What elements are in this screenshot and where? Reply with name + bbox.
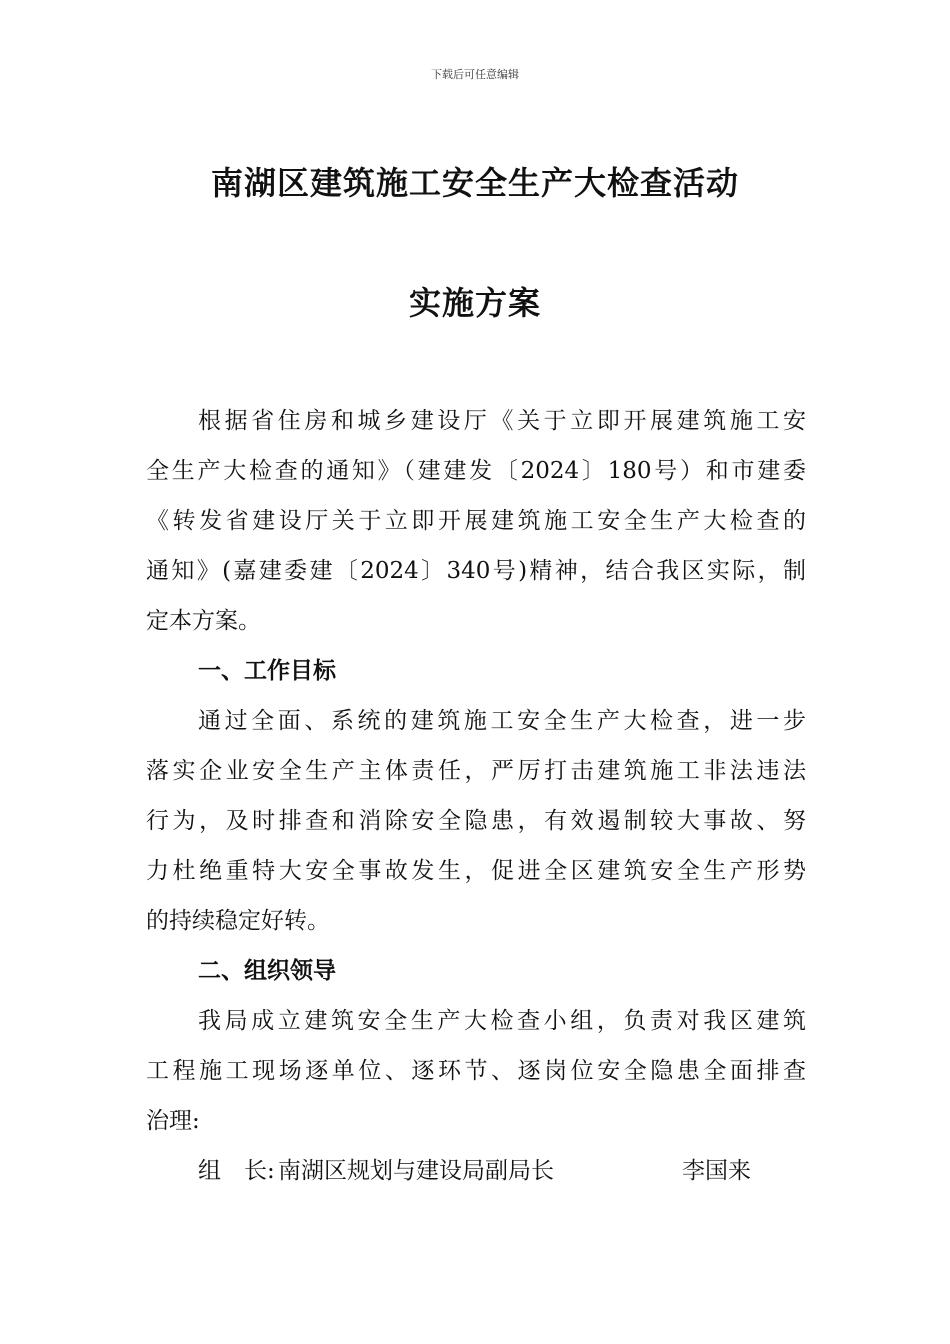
document-title: 南湖区建筑施工安全生产大检查活动 bbox=[210, 164, 739, 202]
leader-row bbox=[146, 1146, 806, 1196]
paragraph-line: 的持续稳定好转。 bbox=[146, 908, 330, 934]
document-subtitle: 实施方案 bbox=[408, 284, 541, 322]
paragraph-line: 落实企业安全生产主体责任，严厉打击建筑施工非法违法 bbox=[146, 758, 806, 784]
paragraph-line: 通知》(嘉建委建〔2024〕340号)精神，结合我区实际，制 bbox=[146, 558, 806, 584]
header-note: 下载后可任意编辑 bbox=[431, 68, 519, 81]
section-heading: 二、组织领导 bbox=[198, 958, 336, 984]
leader-role: 南湖区规划与建设局副局长 bbox=[278, 1158, 554, 1184]
paragraph-line: 行为，及时排查和消除安全隐患，有效遏制较大事故、努 bbox=[146, 808, 806, 834]
paragraph-line: 《转发省建设厅关于立即开展建筑施工安全生产大检查的 bbox=[146, 508, 806, 534]
paragraph-line: 根据省住房和城乡建设厅《关于立即开展建筑施工安 bbox=[198, 408, 806, 434]
paragraph-line: 工程施工现场逐单位、逐环节、逐岗位安全隐患全面排查 bbox=[146, 1058, 806, 1084]
paragraph-line: 力杜绝重特大安全事故发生，促进全区建筑安全生产形势 bbox=[146, 858, 806, 884]
paragraph-line: 定本方案。 bbox=[146, 608, 261, 634]
section-heading: 一、工作目标 bbox=[198, 658, 336, 684]
paragraph-line: 通过全面、系统的建筑施工安全生产大检查，进一步 bbox=[198, 708, 806, 734]
document-body bbox=[146, 396, 806, 1196]
paragraph-line: 我局成立建筑安全生产大检查小组，负责对我区建筑 bbox=[198, 1008, 806, 1034]
leader-name: 李国来 bbox=[682, 1158, 751, 1184]
leader-label: 组 长: bbox=[198, 1158, 275, 1184]
paragraph-line: 治理: bbox=[146, 1108, 200, 1134]
paragraph-line: 全生产大检查的通知》（建建发〔2024〕180号）和市建委 bbox=[146, 458, 806, 484]
